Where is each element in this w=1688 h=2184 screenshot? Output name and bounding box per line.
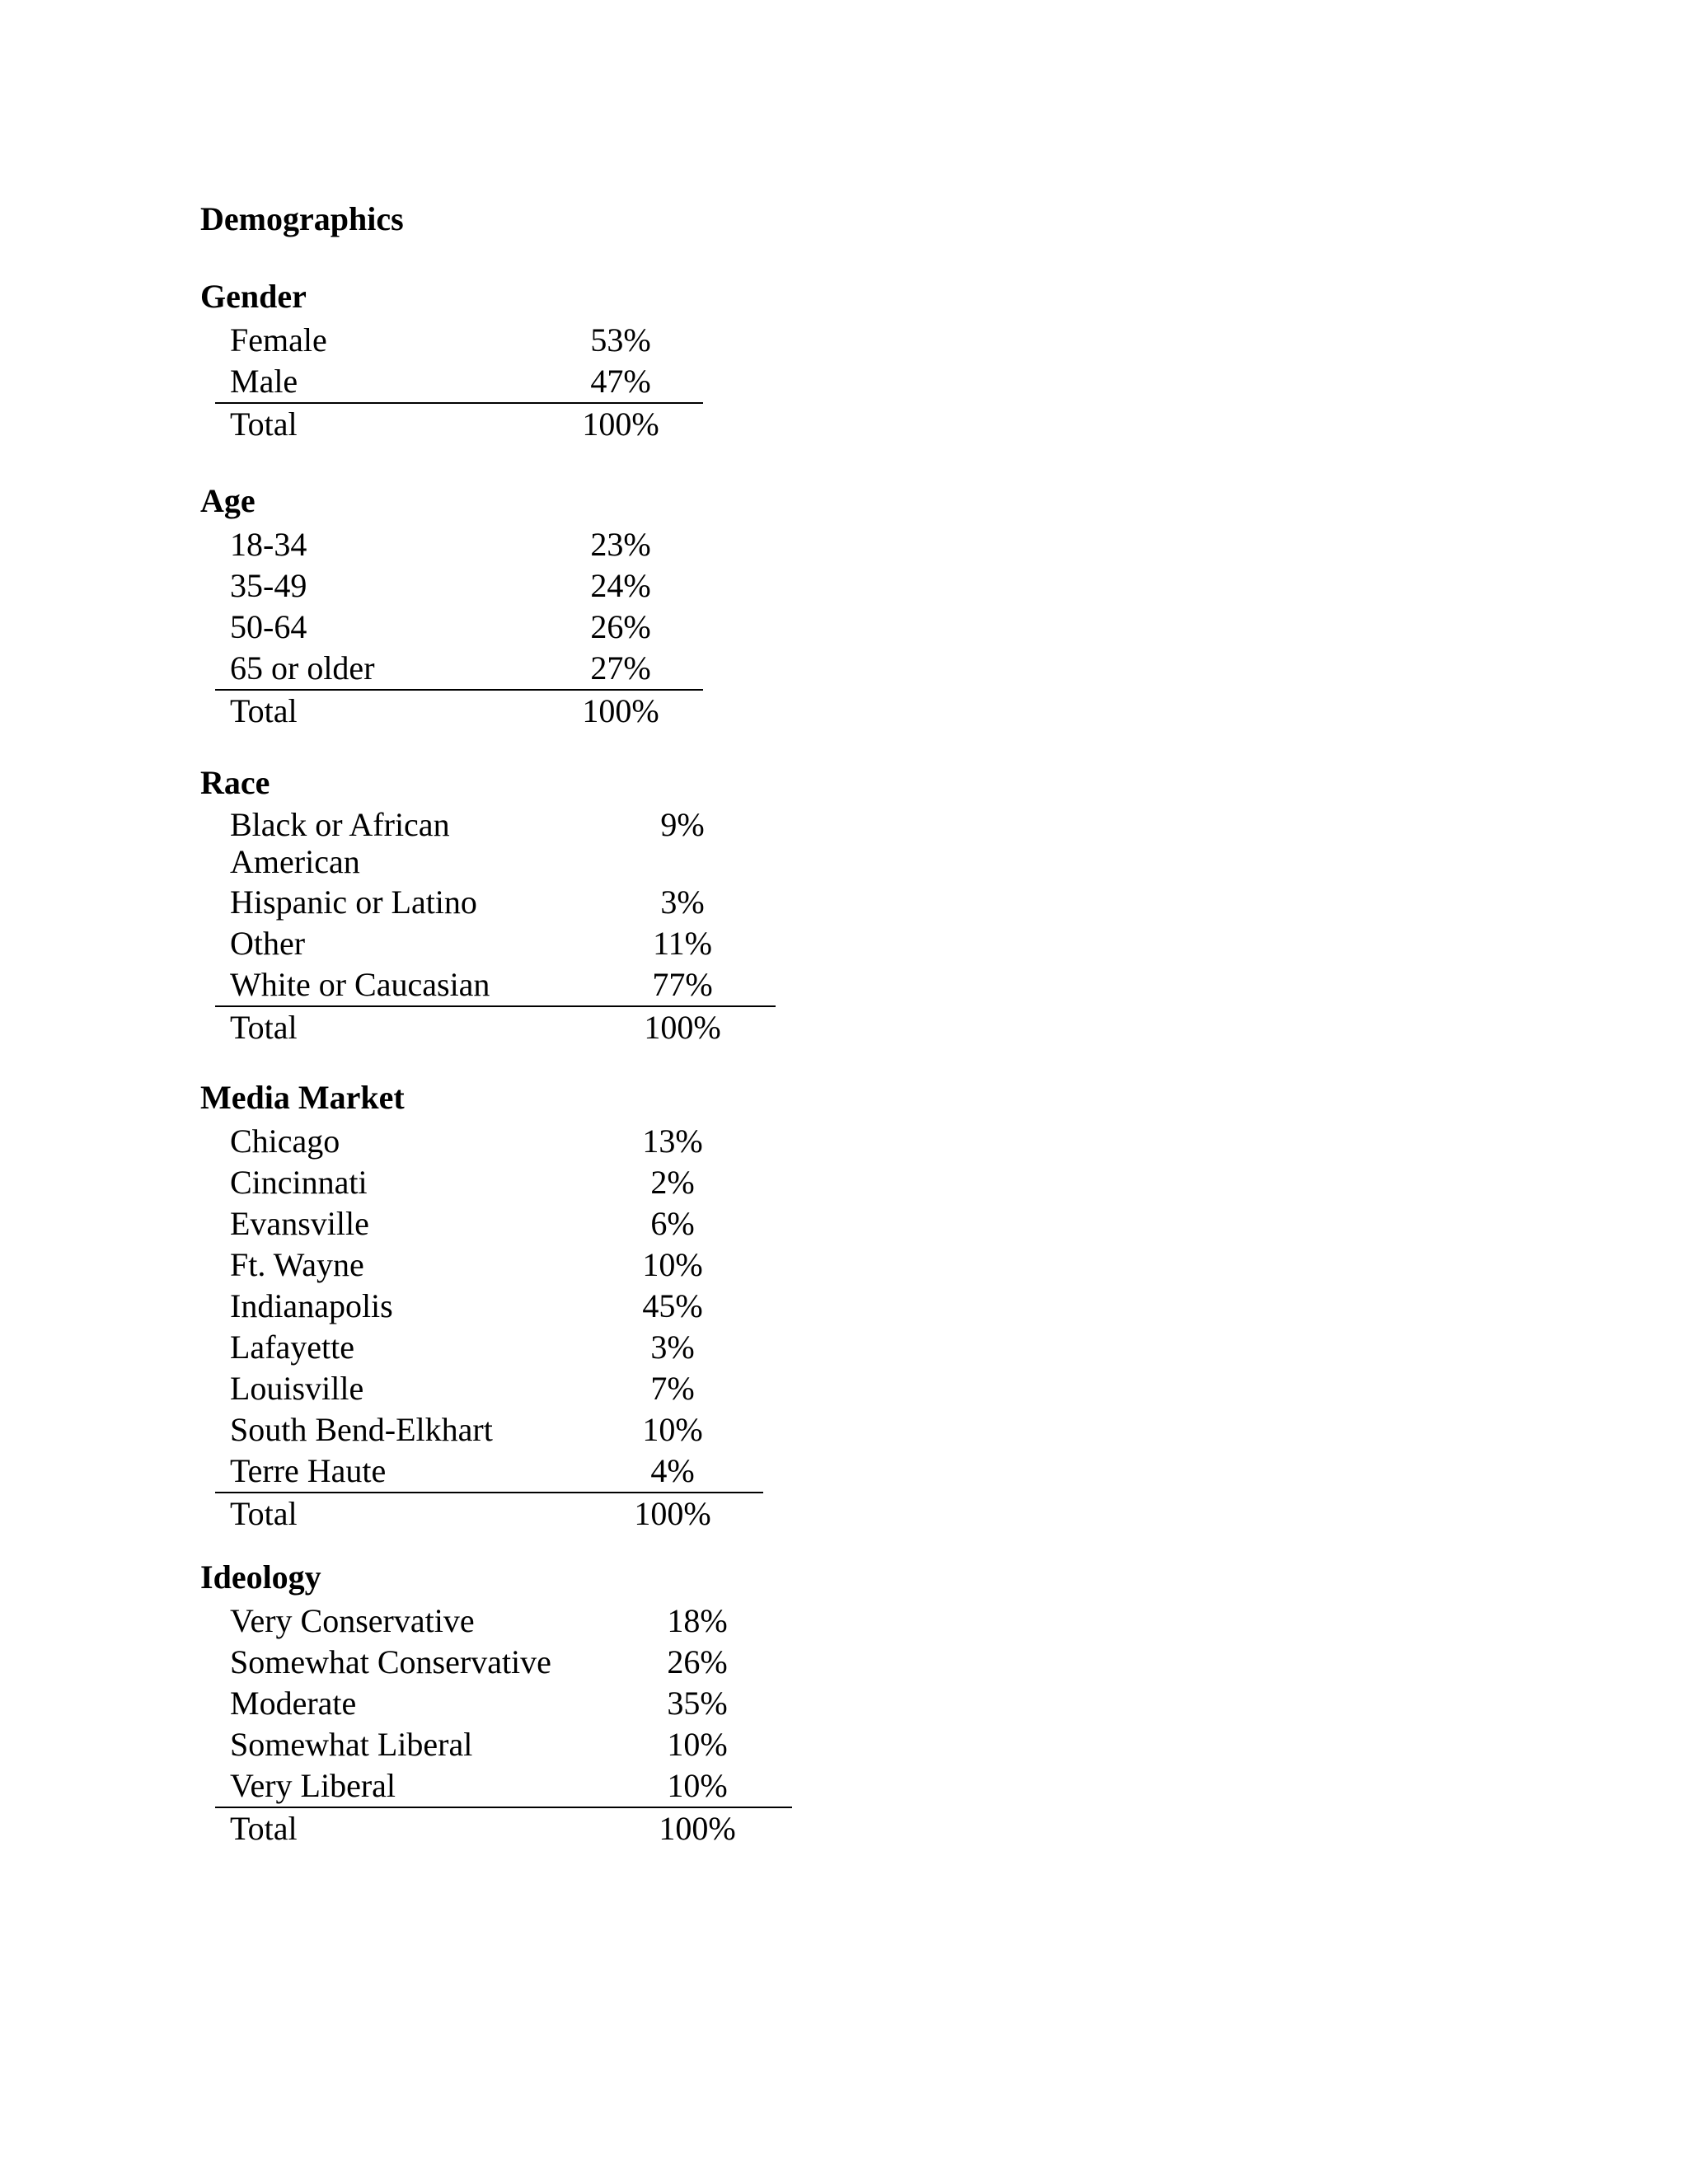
table-row xyxy=(200,1683,810,1724)
section-heading: Age xyxy=(200,482,256,519)
row-label: Somewhat Liberal xyxy=(230,1726,473,1763)
row-label: 50-64 xyxy=(230,608,307,645)
table-row xyxy=(200,1327,777,1368)
section-gender xyxy=(200,274,703,447)
row-value: 10% xyxy=(667,1726,728,1763)
row-label: Chicago xyxy=(230,1122,340,1160)
total-value: 100% xyxy=(582,405,659,443)
row-value: 10% xyxy=(667,1767,728,1804)
row-label: White or Caucasian xyxy=(230,966,490,1003)
total-value: 100% xyxy=(582,692,659,729)
table-row xyxy=(200,524,703,565)
table-row xyxy=(200,648,703,689)
table-row xyxy=(200,565,703,607)
table-row xyxy=(200,1765,810,1807)
row-label: Somewhat Conservative xyxy=(230,1643,551,1680)
total-value: 100% xyxy=(634,1495,711,1532)
total-row xyxy=(215,689,703,733)
row-value: 4% xyxy=(650,1452,695,1489)
section-heading: Gender xyxy=(200,278,307,315)
table-row xyxy=(200,1451,777,1492)
total-label: Total xyxy=(230,692,298,729)
row-value: 35% xyxy=(667,1685,728,1722)
table-row xyxy=(200,607,703,648)
table-row xyxy=(200,1244,777,1286)
row-value: 3% xyxy=(660,883,705,921)
page-title: Demographics xyxy=(200,200,404,237)
table-row xyxy=(200,1409,777,1451)
section-ideology xyxy=(200,1554,810,1851)
table-row xyxy=(200,361,703,402)
section-media-market xyxy=(200,1075,777,1536)
row-value: 6% xyxy=(650,1205,695,1242)
table-row xyxy=(200,1724,810,1765)
row-value: 24% xyxy=(590,567,651,604)
row-value: 10% xyxy=(642,1246,703,1283)
section-heading: Media Market xyxy=(200,1079,405,1116)
row-label: South Bend-Elkhart xyxy=(230,1411,493,1448)
row-label: Hispanic or Latino xyxy=(230,883,477,921)
row-label: 35-49 xyxy=(230,567,307,604)
row-value: 13% xyxy=(642,1122,703,1160)
table-row xyxy=(200,320,703,361)
row-label: Cincinnati xyxy=(230,1164,368,1201)
section-heading: Race xyxy=(200,764,270,801)
total-label: Total xyxy=(230,1495,298,1532)
row-label: Ft. Wayne xyxy=(230,1246,364,1283)
total-value: 100% xyxy=(659,1810,736,1847)
total-label: Total xyxy=(230,1810,298,1847)
row-label: 65 or older xyxy=(230,649,375,687)
table-row xyxy=(200,923,777,964)
table-row xyxy=(200,1642,810,1683)
row-value: 11% xyxy=(653,925,712,962)
table-row xyxy=(200,1286,777,1327)
section-heading: Ideology xyxy=(200,1558,321,1596)
row-label: Other xyxy=(230,925,306,962)
row-label: Evansville xyxy=(230,1205,369,1242)
table-row xyxy=(200,882,777,923)
row-value: 23% xyxy=(590,526,651,563)
total-row xyxy=(215,1492,763,1536)
table-row xyxy=(200,1368,777,1409)
total-label: Total xyxy=(230,405,298,443)
row-label: Black or African American xyxy=(230,806,450,880)
row-value: 26% xyxy=(667,1643,728,1680)
row-value: 9% xyxy=(660,806,705,843)
row-value: 10% xyxy=(642,1411,703,1448)
total-label: Total xyxy=(230,1009,298,1046)
row-value: 2% xyxy=(650,1164,695,1201)
row-label: Male xyxy=(230,363,298,400)
section-race xyxy=(200,760,777,1050)
row-label: Lafayette xyxy=(230,1329,354,1366)
table-row xyxy=(200,806,777,882)
row-label: Very Conservative xyxy=(230,1602,475,1639)
section-age xyxy=(200,478,703,733)
row-label: Moderate xyxy=(230,1685,357,1722)
row-value: 3% xyxy=(650,1329,695,1366)
total-row xyxy=(215,1807,792,1851)
table-row xyxy=(200,964,777,1005)
row-value: 27% xyxy=(590,649,651,687)
total-row xyxy=(215,1005,776,1050)
table-row xyxy=(200,1121,777,1162)
total-row xyxy=(215,402,703,447)
row-label: 18-34 xyxy=(230,526,307,563)
row-value: 53% xyxy=(590,321,651,359)
row-value: 45% xyxy=(642,1287,703,1324)
row-value: 47% xyxy=(590,363,651,400)
table-row xyxy=(200,1162,777,1203)
row-value: 18% xyxy=(667,1602,728,1639)
table-row xyxy=(200,1203,777,1244)
row-label: Female xyxy=(230,321,327,359)
table-row xyxy=(200,1601,810,1642)
row-value: 77% xyxy=(652,966,713,1003)
row-label: Louisville xyxy=(230,1370,364,1407)
total-value: 100% xyxy=(644,1009,721,1046)
row-label: Very Liberal xyxy=(230,1767,396,1804)
row-value: 7% xyxy=(650,1370,695,1407)
row-label: Terre Haute xyxy=(230,1452,387,1489)
row-label: Indianapolis xyxy=(230,1287,393,1324)
row-value: 26% xyxy=(590,608,651,645)
